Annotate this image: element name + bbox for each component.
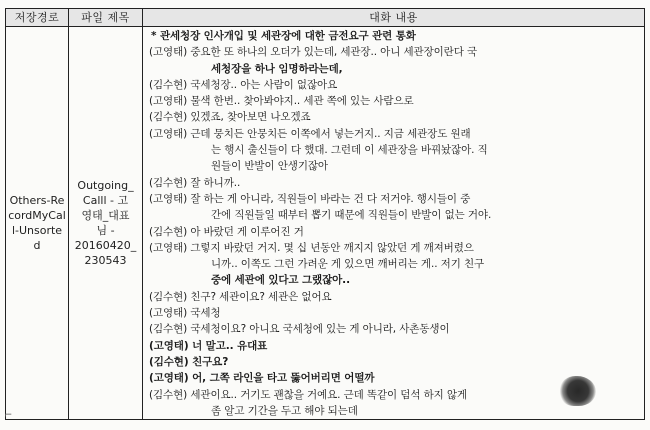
conversation-cell [143,27,645,420]
file-title-line: Outgoing_ [77,179,134,193]
conversation-line: (김수현) 아 바랐던 게 이루어진 거 [149,225,304,238]
conversation-line: (김수현) 잘 하니까.. [149,176,241,189]
conversation-line: 좀 알고 기간을 두고 해야 되는데 [211,404,358,417]
conversation-line: (고영태) 물색 한번.. 찾아봐야지.. 세관 쪽에 있는 사람으로 [149,95,414,108]
conversation-line: 간에 직원들일 때부터 뽑기 때문에 직원들이 반발이 없는 거야. [211,209,492,222]
file-title-line: 20160420_ [74,239,137,253]
conversation-line: (고영태) 잘 하는 게 아니라, 직원들이 바라는 건 다 저거야. 행시들이 중 [149,192,471,205]
redaction-blot [560,376,596,406]
storage-path-line: d [33,239,41,253]
conversation-line: (김수현) 친구요? [149,355,229,368]
conversation-line: 원들이 반발이 안생기잖아 [211,160,328,173]
document-table [5,8,645,420]
file-title-line: Calll - 고 [82,194,129,208]
conversation-lines [149,44,640,419]
conversation-line: (김수현) 국세청장.. 아는 사람이 없잖아요 [149,78,338,91]
header-file-title: 파일 제목 [69,9,143,27]
file-title-cell [69,27,143,420]
header-storage-path: 저장경로 [6,9,69,27]
conversation-headline: * 관세청장 인사개입 및 세관장에 대한 금전요구 관련 통화 [151,30,416,42]
storage-path-line: cordMyCal [8,209,66,223]
table-row [6,27,645,420]
conversation-line: (고영태) 중요한 또 하나의 오더가 있는데, 세관장.. 아니 세관장이란다 국 [149,46,478,59]
conversation-line: (고영태) 그렇지 바랐던 거지. 몇 십 년동안 깨지지 않았던 게 깨져버렸으 [149,241,474,254]
conversation-line: (고영태) 근데 뭉치든 안뭉치든 이쪽에서 넣는거지.. 지금 세관장도 원래 [149,127,471,140]
storage-path-line: Others-Re [9,194,65,208]
conversation-line: (김수현) 세관이요.. 거기도 괜찮을 거예요. 근데 똑같이 덤석 하지 않게 [149,388,468,401]
conversation-line: (김수현) 친구? 세관이요? 세관은 없어요 [149,290,332,303]
conversation-line: (김수현) 있겠죠, 찾아보면 나오겠죠 [149,111,311,124]
file-title-line: 영태_대표 [81,209,130,223]
conversation-line: 세청장을 하나 임명하라는데, [211,62,343,75]
header-row [6,9,645,27]
conversation-line: (고영태) 국세청 [149,307,221,320]
header-conversation: 대화 내용 [143,9,645,27]
storage-path-line: l-Unsorte [11,224,63,238]
conversation-line: 는 행시 출신들이 다 했대. 그런데 이 세관장을 바꿔놨잖아. 직 [211,144,488,157]
conversation-line: 니까.. 이쪽도 그런 가려운 게 있으면 깨버리는 게.. 저기 친구 [211,258,485,271]
file-title-line: 님 - [96,224,115,238]
conversation-line: (고영태) 어, 그쪽 라인을 타고 뚫어버리면 어떨까 [149,372,375,385]
margin-mark: ⌐ [4,410,13,421]
file-title-line: 230543 [84,254,127,268]
storage-path-cell [6,27,69,420]
conversation-line: 중에 세관에 있다고 그랬잖아.. [211,274,350,287]
conversation-line: (고영태) 너 말고.. 유대표 [149,339,268,352]
conversation-line: (김수현) 국세청이요? 아니요 국세청에 있는 게 아니라, 사촌동생이 [149,323,450,336]
